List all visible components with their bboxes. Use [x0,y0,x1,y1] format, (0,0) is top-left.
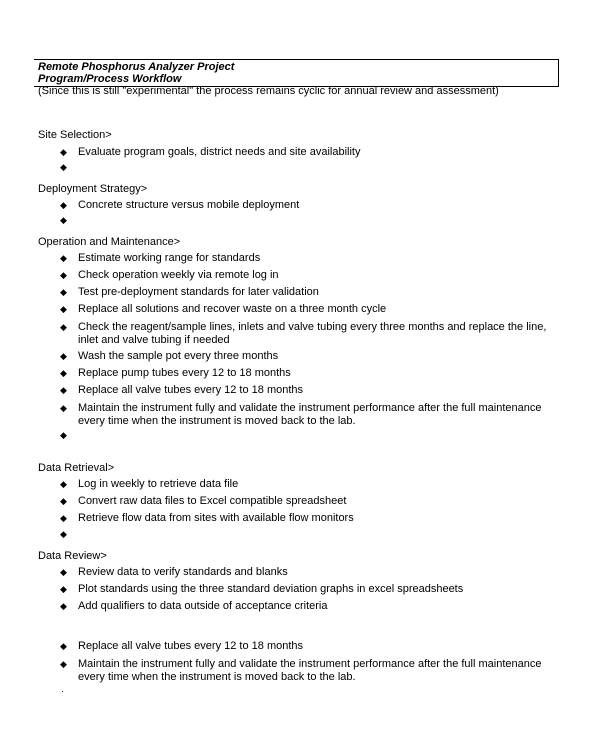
diamond-bullet-icon: ◆ [60,385,67,395]
diamond-bullet-icon: ◆ [60,659,67,669]
diamond-bullet-icon: ◆ [60,567,67,577]
diamond-bullet-icon: ◆ [60,270,67,280]
diamond-bullet-icon: ◆ [60,304,67,314]
title-box [34,59,559,87]
diamond-bullet-icon: ◆ [60,430,67,440]
diamond-bullet-icon: ◆ [60,479,67,489]
document-page: Remote Phosphorus Analyzer Project Program/Process Workflow (Since this is still "experimental" the process remains cyclic for annual review and assessment) Site Selection> ◆ Evaluate program goals, district needs and site availability ◆ Deployment Strategy> ◆ Concrete structure versus mobile deployment ◆ Operation and Maintenance> ◆ Estimate working range for standards ◆ Check operation weekly via remote log in ◆ Test pre-deployment standards for later validation ◆ Replace all solutions and recover waste on a three month cycle ◆ Check the reagent/sample lines, inlets and valve tubing every three months and replace the line, inlet and valve tubing if needed ◆ Wash the sample pot every three months ◆ Replace pump tubes every 12 to 18 months ◆ Replace all valve tubes every 12 to 18 months ◆ Maintain the instrument fully and validate the instrument performance after the full maintenance every time when the instrument is moved back to the lab. ◆ Data Retrieval> ◆ Log in weekly to retrieve data file ◆ Convert raw data files to Excel compatible spreadsheet ◆ Retrieve flow data from sites with available flow monitors ◆ Data Review> ◆ Review data to verify standards and blanks ◆ Plot standards using the three standard deviation graphs in excel spreadsheets ◆ Add qualifiers to data outside of acceptance criteria ◆ Replace all valve tubes every 12 to 18 months ◆ Maintain the instrument fully and validate the instrument performance after the full maintenance every time when the instrument is moved back to the lab. · [0,0,600,730]
diamond-bullet-icon: ◆ [60,287,67,297]
diamond-bullet-icon: ◆ [60,403,67,413]
document-note: (Since this is still "experimental" the process remains cyclic for annual review and assessment) [38,85,499,97]
trailing-bullet-mark: · [61,686,64,696]
diamond-bullet-icon: ◆ [60,529,67,539]
diamond-bullet-icon: ◆ [60,200,67,210]
diamond-bullet-icon: ◆ [60,496,67,506]
section-heading-operation-maintenance: Operation and Maintenance> [38,236,181,248]
diamond-bullet-icon: ◆ [60,215,67,225]
diamond-bullet-icon: ◆ [60,351,67,361]
diamond-bullet-icon: ◆ [60,147,67,157]
diamond-bullet-icon: ◆ [60,162,67,172]
document-subheading: Program/Process Workflow [38,73,182,85]
section-heading-data-review: Data Review> [38,550,107,562]
section-heading-site-selection: Site Selection> [38,129,112,141]
document-title: Remote Phosphorus Analyzer Project [38,61,235,73]
diamond-bullet-icon: ◆ [60,601,67,611]
diamond-bullet-icon: ◆ [60,368,67,378]
diamond-bullet-icon: ◆ [60,322,67,332]
section-heading-data-retrieval: Data Retrieval> [38,462,115,474]
diamond-bullet-icon: ◆ [60,253,67,263]
section-heading-deployment-strategy: Deployment Strategy> [38,183,148,195]
diamond-bullet-icon: ◆ [60,513,67,523]
diamond-bullet-icon: ◆ [60,584,67,594]
diamond-bullet-icon: ◆ [60,641,67,651]
